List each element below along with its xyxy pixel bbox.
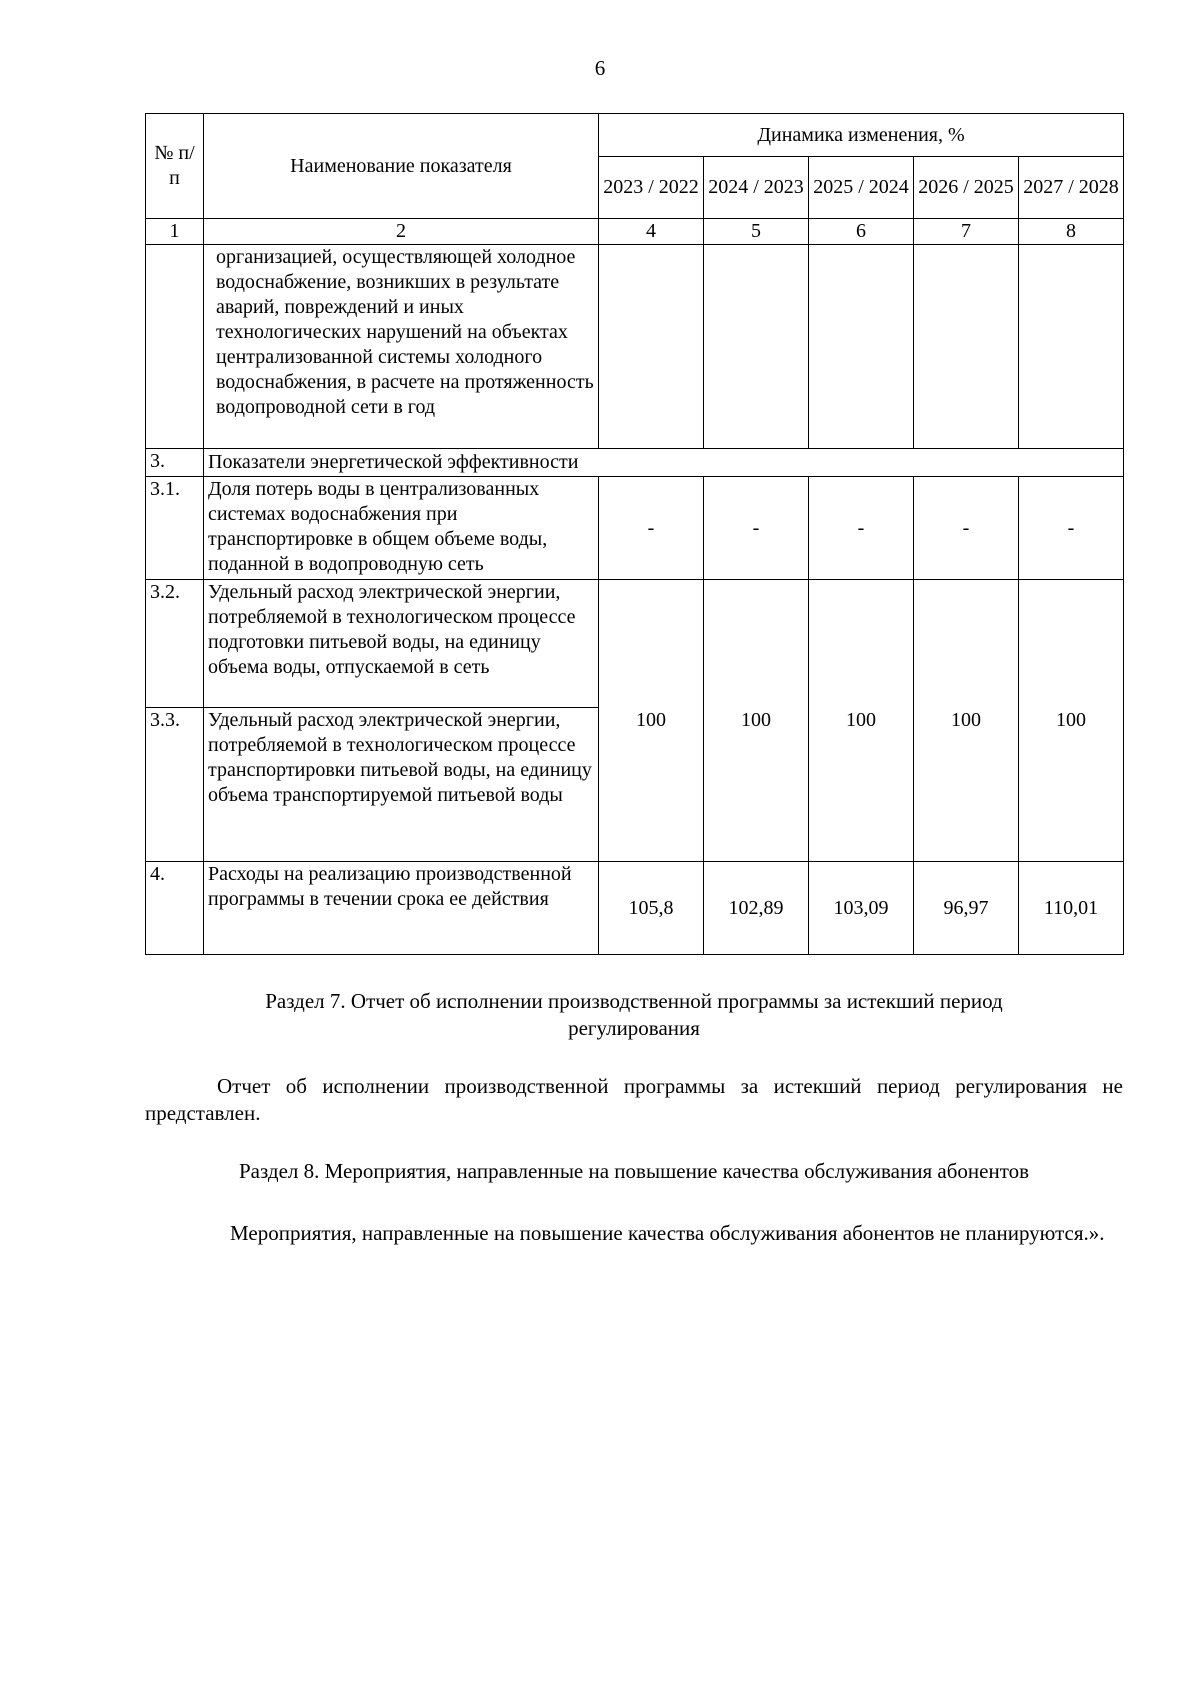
- column-number: 6: [809, 219, 914, 245]
- rows-3-2-3-3-value: 100: [914, 580, 1019, 862]
- section-3-title: Показатели энергетической эффективности: [204, 449, 1124, 477]
- rows-3-2-3-3-value: 100: [809, 580, 914, 862]
- header-period: 2026 / 2025: [914, 157, 1019, 219]
- header-period: 2025 / 2024: [809, 157, 914, 219]
- row-num: 3.2.: [146, 580, 204, 708]
- header-name: Наименование показателя: [204, 114, 599, 219]
- row-4-value: 103,09: [809, 862, 914, 955]
- header-period: 2023 / 2022: [599, 157, 704, 219]
- row-3-1-value: -: [1019, 477, 1124, 580]
- row-3-1-value: -: [704, 477, 809, 580]
- continuation-text: организацией, осуществляющей холодное водоснабжение, возникших в результате аварий, повреждений и иных технологических нарушений на объектах централизованной системы холодного водоснабжения, в расчете на протяженность водопроводной сети в год: [204, 245, 599, 449]
- section-8-text: Мероприятия, направленные на повышение качества обслуживания абонентов не планируются.».: [230, 1221, 1105, 1245]
- column-number: 8: [1019, 219, 1124, 245]
- page-number: 6: [594, 56, 606, 80]
- row-3-2-name: Удельный расход электрической энергии, потребляемой в технологическом процессе подготовки питьевой воды, на единицу объема воды, отпускаемой в сеть: [204, 580, 599, 708]
- header-dynamics: Динамика изменения, %: [599, 114, 1124, 157]
- row-4-value: 110,01: [1019, 862, 1124, 955]
- row-3-1-name: Доля потерь воды в централизованных системах водоснабжения при транспортировке в общем объеме воды, поданной в водопроводную сеть: [204, 477, 599, 580]
- row-4-value: 96,97: [914, 862, 1019, 955]
- row-num: 3.: [146, 449, 204, 477]
- row-num: 3.1.: [146, 477, 204, 580]
- row-3-3-name: Удельный расход электрической энергии, потребляемой в технологическом процессе транспортировки питьевой воды, на единицу объема транспортируемой питьевой воды: [204, 708, 599, 862]
- rows-3-2-3-3-value: 100: [1019, 580, 1124, 862]
- row-3-1-value: -: [809, 477, 914, 580]
- column-number: 5: [704, 219, 809, 245]
- row-4-value: 105,8: [599, 862, 704, 955]
- row-4-name: Расходы на реализацию производственной программы в течении срока ее действия: [204, 862, 599, 955]
- section-7-heading: Раздел 7. Отчет об исполнении производственной программы за истекший период регулирования: [265, 989, 1003, 1040]
- rows-3-2-3-3-value: 100: [704, 580, 809, 862]
- column-number: 1: [146, 219, 204, 245]
- column-number: 4: [599, 219, 704, 245]
- rows-3-2-3-3-value: 100: [599, 580, 704, 862]
- row-4-value: 102,89: [704, 862, 809, 955]
- indicators-table: [145, 113, 1124, 955]
- column-number: 2: [204, 219, 599, 245]
- row-3-1-value: -: [914, 477, 1019, 580]
- row-num: 4.: [146, 862, 204, 955]
- row-num: 3.3.: [146, 708, 204, 862]
- header-num: № п/п: [146, 114, 204, 219]
- section-8-heading: Раздел 8. Мероприятия, направленные на повышение качества обслуживания абонентов: [238, 1159, 1030, 1183]
- header-period: 2024 / 2023: [704, 157, 809, 219]
- row-3-1-value: -: [599, 477, 704, 580]
- header-period: 2027 / 2028: [1019, 157, 1124, 219]
- column-number: 7: [914, 219, 1019, 245]
- section-7-text: Отчет об исполнении производственной программы за истекший период регулирования не представлен.: [145, 1074, 1123, 1125]
- continuation-num-cell: [146, 245, 204, 449]
